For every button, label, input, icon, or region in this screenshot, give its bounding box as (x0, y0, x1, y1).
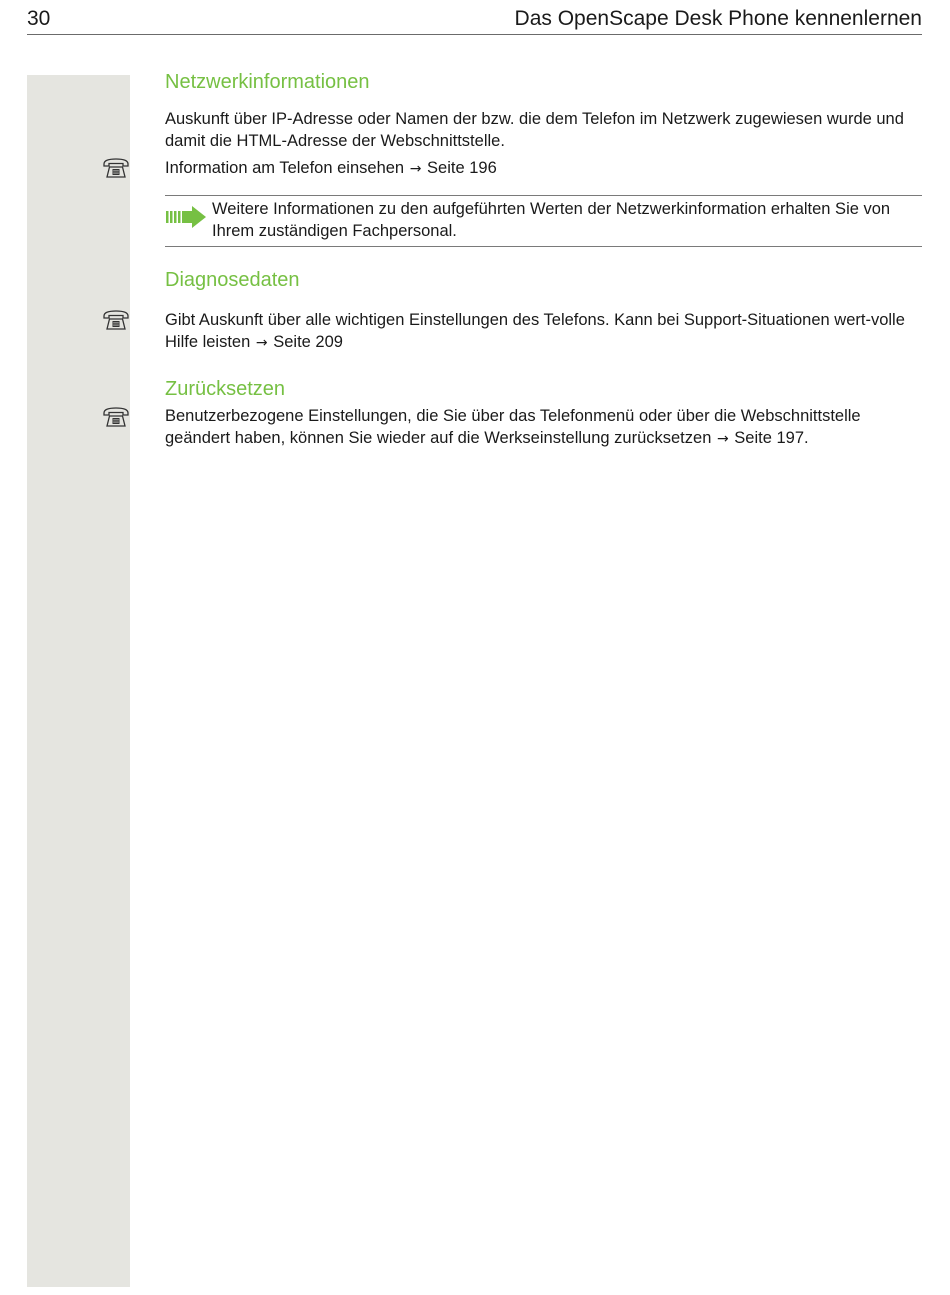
note-box (165, 195, 922, 247)
section-paragraph-netzwerkinformationen: Auskunft über IP-Adresse oder Namen der bzw. die dem Telefon im Netzwerk zugewiesen wurde und damit die HTML-Adresse der Webschnittstelle. (165, 110, 904, 150)
page-reference-link[interactable]: Seite 197. (734, 429, 809, 447)
phone-instruction-text: Information am Telefon einsehen (165, 159, 405, 177)
arrow-right-icon: → (255, 335, 268, 351)
arrow-right-icon: → (716, 431, 729, 447)
running-header-title: Das OpenScape Desk Phone kennenlernen (514, 7, 922, 30)
note-arrow-icon (165, 204, 207, 230)
diagnosedaten-text: Gibt Auskunft über alle wichtigen Einstellungen des Telefons. Kann bei Support-Situationen wert-volle Hilfe leisten (165, 311, 905, 351)
section-heading-diagnosedaten: Diagnosedaten (165, 269, 300, 291)
zuruecksetzen-text: Benutzerbezogene Einstellungen, die Sie über das Telefonmenü oder über die Webschnittstelle geändert haben, können Sie wieder auf die Werkseinstellung zurücksetzen (165, 407, 861, 447)
page-reference-link[interactable]: Seite 209 (273, 333, 343, 351)
section-heading-zuruecksetzen: Zurücksetzen (165, 378, 286, 400)
page-number: 30 (27, 7, 51, 30)
phone-icon (101, 309, 131, 331)
section-paragraph-zuruecksetzen (165, 405, 925, 450)
header-rule (27, 34, 922, 35)
phone-icon (101, 406, 131, 428)
arrow-right-icon: → (409, 161, 422, 177)
page-reference-link[interactable]: Seite 196 (427, 159, 497, 177)
note-text: Weitere Informationen zu den aufgeführten Werten der Netzwerkinformation erhalten Sie von Ihrem zuständigen Fachpersonal. (212, 200, 891, 240)
phone-instruction-line (165, 157, 925, 180)
side-column (27, 75, 130, 1287)
phone-icon (101, 157, 131, 179)
section-paragraph-diagnosedaten (165, 309, 922, 354)
section-heading-netzwerkinformationen: Netzwerkinformationen (165, 71, 370, 93)
